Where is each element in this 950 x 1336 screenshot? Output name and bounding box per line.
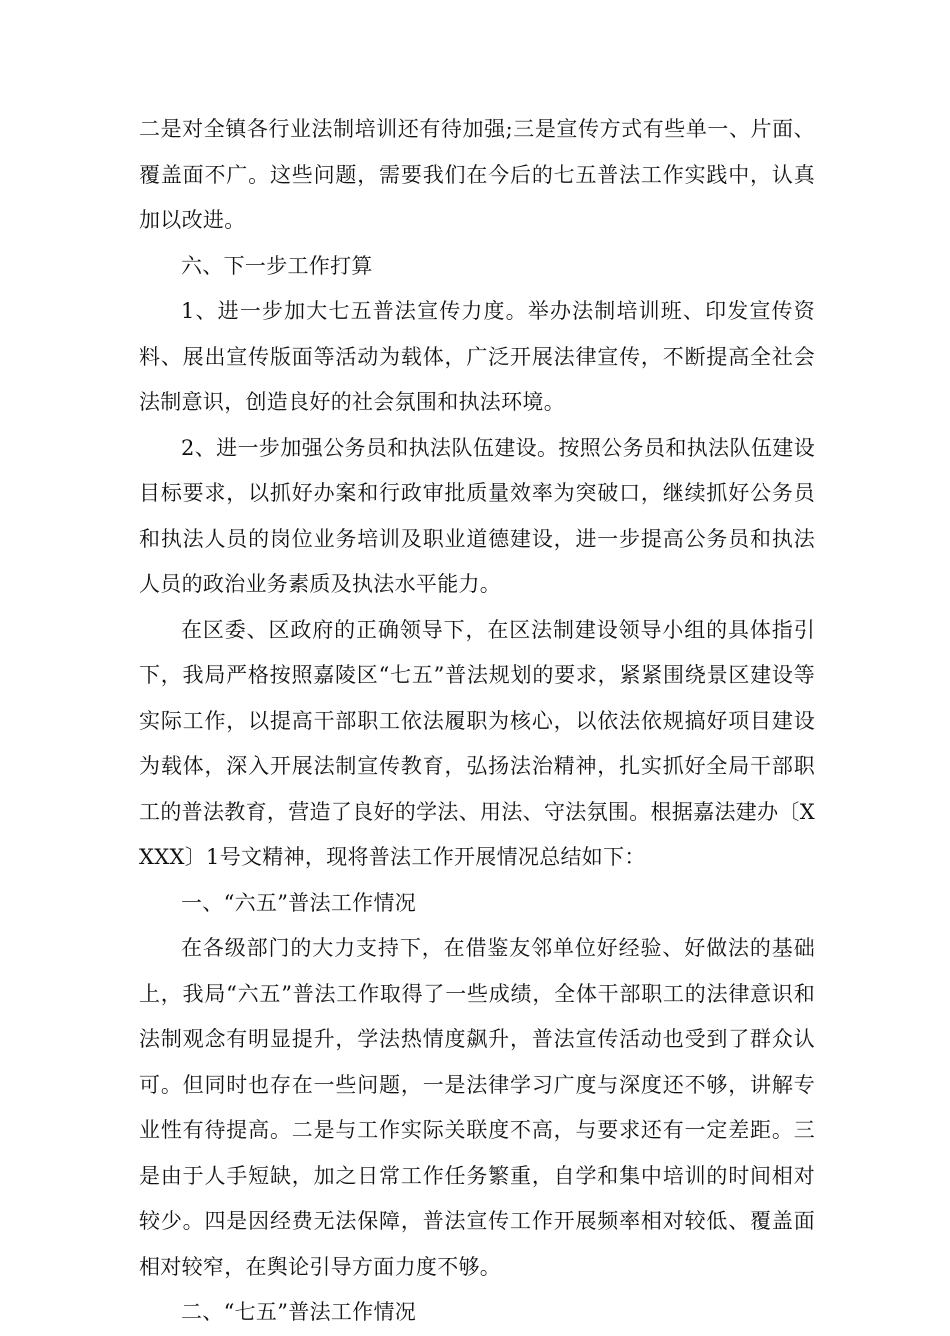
paragraph-continuation: 二是对全镇各行业法制培训还有待加强;三是宣传方式有些单一、片面、覆盖面不广。这些问题，需要我们在今后的七五普法工作实践中，认真加以改进。 — [139, 117, 815, 232]
section-heading-six-five: 一、“六五”普法工作情况 — [181, 890, 417, 915]
paragraph-item-1: 1、进一步加大七五普法宣传力度。举办法制培训班、印发宣传资料、展出宣传版面等活动为载体，广泛开展法律宣传，不断提高全社会法制意识，创造良好的社会氛围和执法环境。 — [139, 299, 815, 414]
paragraph-intro: 在区委、区政府的正确领导下，在区法制建设领导小组的具体指引下，我局严格按照嘉陵区“七五”普法规划的要求，紧紧围绕景区建设等实际工作，以提高干部职工依法履职为核心，以依法依规搞好项目建设为载体，深入开展法制宣传教育，弘扬法治精神，扎实抓好全局干部职工的普法教育，营造了良好的学法、用法、守法氛围。根据嘉法建办〔XXXX〕1号文精神，现将普法工作开展情况总结如下： — [139, 617, 815, 869]
paragraph-six-five-summary: 在各级部门的大力支持下，在借鉴友邻单位好经验、好做法的基础上，我局“六五”普法工作取得了一些成绩，全体干部职工的法律意识和法制观念有明显提升，学法热情度飙升，普法宣传活动也受到了群众认可。但同时也存在一些问题，一是法律学习广度与深度还不够，讲解专业性有待提高。二是与工作实际关联度不高，与要求还有一定差距。三是由于人手短缺，加之日常工作任务繁重，自学和集中培训的时间相对较少。四是因经费无法保障，普法宣传工作开展频率相对较低、覆盖面相对较窄，在舆论引导方面力度不够。 — [139, 936, 815, 1279]
section-heading-next-steps: 六、下一步工作打算 — [181, 253, 373, 278]
section-heading-seven-five: 二、“七五”普法工作情况 — [181, 1300, 417, 1324]
document-body — [139, 107, 815, 1336]
paragraph-item-2: 2、进一步加强公务员和执法队伍建设。按照公务员和执法队伍建设目标要求，以抓好办案和行政审批质量效率为突破口，继续抓好公务员和执法人员的岗位业务培训及职业道德建设，进一步提高公务员和执法人员的政治业务素质及执法水平能力。 — [139, 435, 815, 596]
